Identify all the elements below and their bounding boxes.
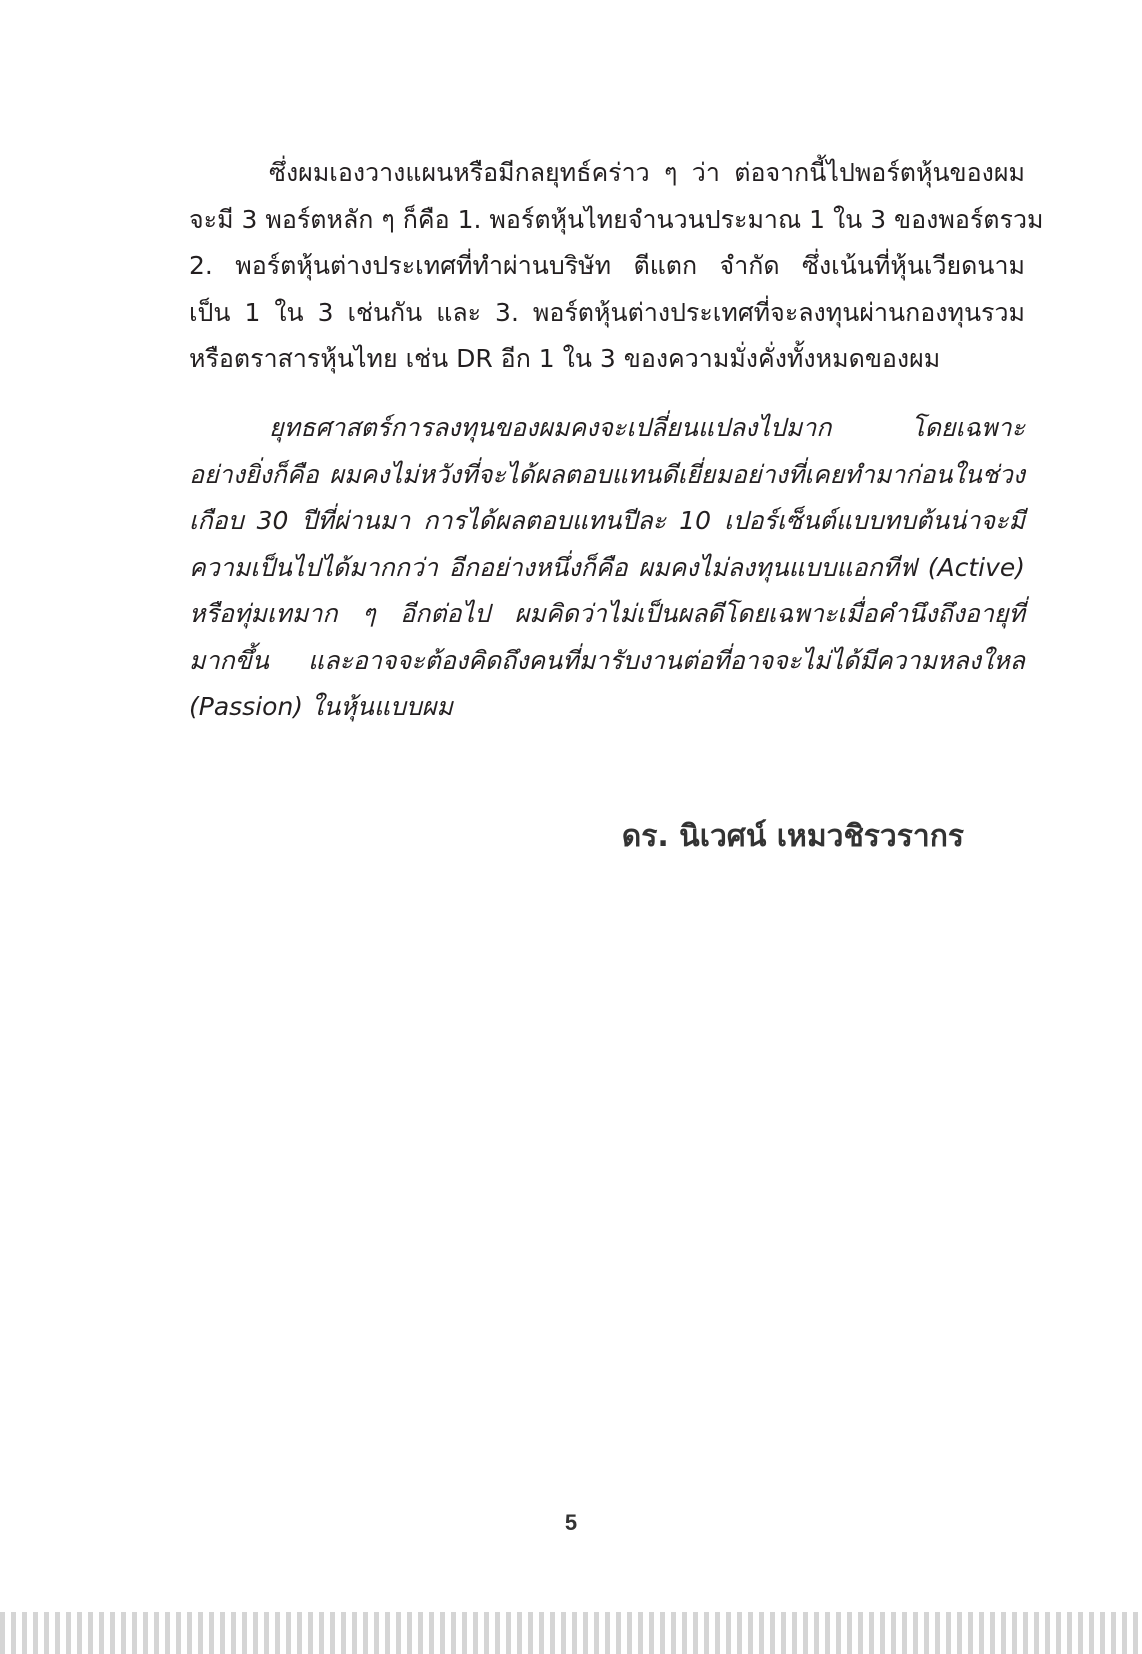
paragraph-line: (Passion) ในหุ้นแบบผม (189, 692, 453, 721)
paragraph-line: จะมี 3 พอร์ตหลัก ๆ ก็คือ 1. พอร์ตหุ้นไทยจำนวนประมาณ 1 ใน 3 ของพอร์ตรวม (189, 205, 1044, 234)
paragraph-line: 2. พอร์ตหุ้นต่างประเทศที่ทำผ่านบริษัท ตีแตก จำกัด ซึ่งเน้นที่หุ้นเวียดนาม (189, 251, 1025, 280)
paragraph-line: หรือทุ่มเทมาก ๆ อีกต่อไป ผมคิดว่าไม่เป็นผลดีโดยเฉพาะเมื่อคำนึงถึงอายุที่ (189, 599, 1025, 628)
paragraph-line: อย่างยิ่งก็คือ ผมคงไม่หวังที่จะได้ผลตอบแทนดีเยี่ยมอย่างที่เคยทำมาก่อนในช่วง (189, 460, 1025, 489)
paragraph-line: เกือบ 30 ปีที่ผ่านมา การได้ผลตอบแทนปีละ 10 เปอร์เซ็นต์แบบทบต้นน่าจะมี (189, 506, 1025, 535)
page-number: 5 (564, 1510, 578, 1535)
decorative-stripe-band (0, 1612, 1142, 1654)
paragraph-line: มากขึ้น และอาจจะต้องคิดถึงคนที่มารับงานต่อที่อาจจะไม่ได้มีความหลงใหล (189, 646, 1025, 675)
paragraph-line: หรือตราสารหุ้นไทย เช่น DR อีก 1 ใน 3 ของความมั่งคั่งทั้งหมดของผม (189, 344, 941, 373)
paragraph-line: ซึ่งผมเองวางแผนหรือมีกลยุทธ์คร่าว ๆ ว่า ต่อจากนี้ไปพอร์ตหุ้นของผม (269, 158, 1025, 187)
paragraph-line: เป็น 1 ใน 3 เช่นกัน และ 3. พอร์ตหุ้นต่างประเทศที่จะลงทุนผ่านกองทุนรวม (189, 298, 1025, 327)
paragraph-line: ยุทธศาสตร์การลงทุนของผมคงจะเปลี่ยนแปลงไปมาก โดยเฉพาะ (269, 413, 1025, 442)
author-signature: ดร. นิเวศน์ เหมวชิรวรากร (621, 819, 964, 854)
paragraph-line: ความเป็นไปได้มากกว่า อีกอย่างหนึ่งก็คือ ผมคงไม่ลงทุนแบบแอกทีฟ (Active) (189, 553, 1025, 582)
